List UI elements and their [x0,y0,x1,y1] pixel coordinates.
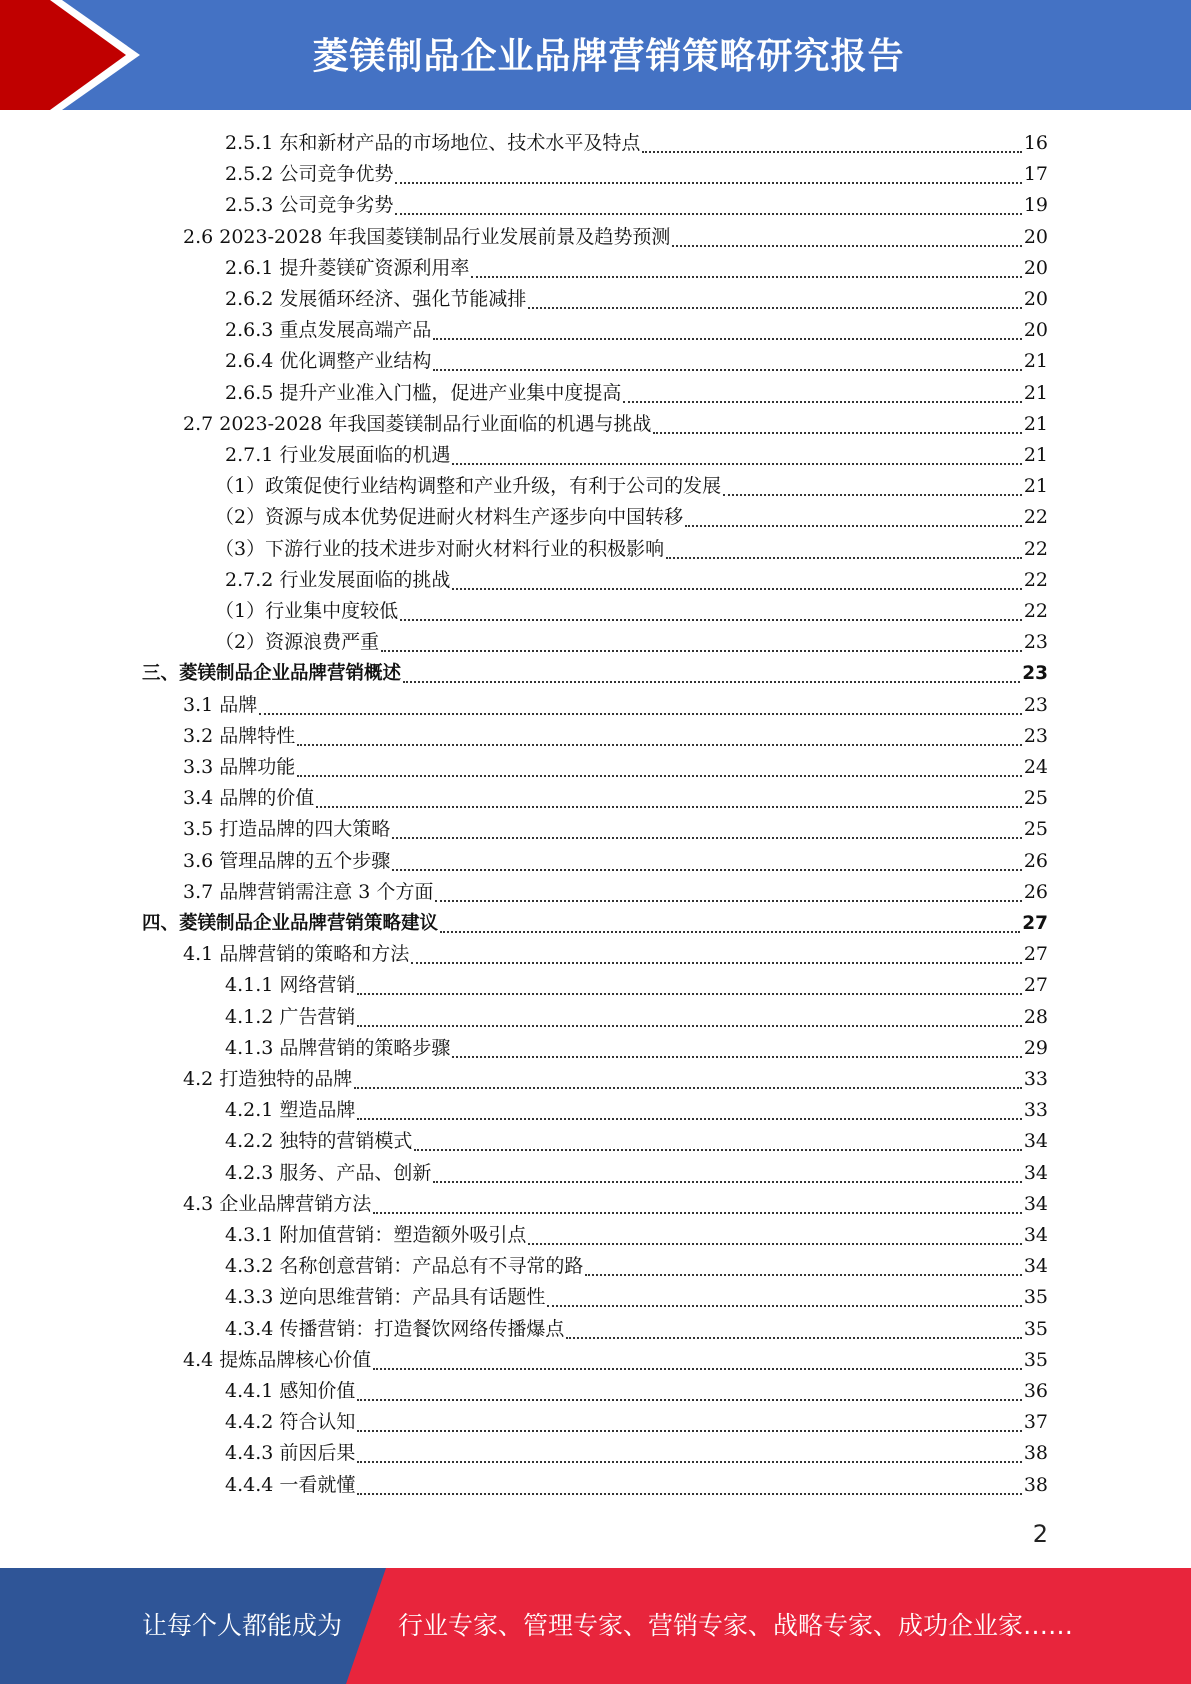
toc-dot-leader [392,869,1022,871]
toc-entry-title: 3.4 品牌的价值 [183,787,315,809]
toc-entry[interactable] [225,1376,1048,1407]
toc-entry-title: 3.5 打造品牌的四大策略 [183,818,391,840]
toc-entry-title: 4.1.1 网络营销 [225,974,356,996]
toc-entry-title: 2.5.2 公司竞争优势 [225,163,394,185]
toc-entry-title: （3）下游行业的技术进步对耐火材料行业的积极影响 [215,538,665,560]
toc-entry-page: 23 [1023,694,1048,716]
toc-entry-page: 38 [1023,1442,1048,1464]
toc-entry[interactable] [183,222,1048,253]
toc-entry-page: 26 [1023,850,1048,872]
toc-entry[interactable] [183,1345,1048,1376]
toc-entry-page: 33 [1023,1068,1048,1090]
toc-entry-title: （2）资源浪费严重 [215,631,380,653]
toc-dot-leader [357,1493,1021,1495]
toc-entry-title: 4.2.1 塑造品牌 [225,1099,356,1121]
toc-entry-title: 2.6.3 重点发展高端产品 [225,319,432,341]
toc-entry-page: 27 [1023,974,1048,996]
toc-entry-page: 21 [1023,413,1048,435]
toc-entry-page: 17 [1023,163,1048,185]
footer-slogan-right: 行业专家、管理专家、营销专家、战略专家、成功企业家…… [398,1611,1074,1640]
toc-dot-leader [672,245,1021,247]
toc-dot-leader [723,494,1022,496]
toc-entry[interactable] [142,658,1048,689]
toc-entry[interactable] [225,1314,1048,1345]
toc-entry-title: 4.4.2 符合认知 [225,1411,356,1433]
toc-entry[interactable] [183,409,1048,440]
toc-entry-page: 20 [1023,288,1048,310]
toc-entry-title: 2.5.1 东和新材产品的市场地位、技术水平及特点 [225,132,641,154]
page-number: 2 [1032,1520,1048,1548]
toc-entry-title: （2）资源与成本优势促进耐火材料生产逐步向中国转移 [215,506,684,528]
toc-entry-title: 2.7.2 行业发展面临的挑战 [225,569,451,591]
header-bar [0,0,1191,110]
toc-dot-leader [297,744,1022,746]
report-title: 菱镁制品企业品牌营销策略研究报告 [312,35,905,77]
toc-dot-leader [585,1274,1021,1276]
toc-dot-leader [440,931,1020,933]
toc-entry-title: 2.7 2023-2028 年我国菱镁制品行业面临的机遇与挑战 [183,413,652,435]
toc-entry-page: 36 [1023,1380,1048,1402]
toc-dot-leader [395,182,1021,184]
toc-entry[interactable] [225,1220,1048,1251]
toc-entry-title: 4.1.3 品牌营销的策略步骤 [225,1037,451,1059]
toc-entry-page: 35 [1023,1349,1048,1371]
toc-dot-leader [435,900,1021,902]
toc-entry-page: 20 [1023,319,1048,341]
toc-entry[interactable] [225,1251,1048,1282]
toc-entry[interactable] [225,1158,1048,1189]
toc-entry[interactable] [225,128,1048,159]
toc-entry-title: （1）行业集中度较低 [215,600,399,622]
toc-dot-leader [403,681,1020,683]
toc-entry-title: 4.3.1 附加值营销：塑造额外吸引点 [225,1224,527,1246]
toc-dot-leader [357,1399,1021,1401]
toc-entry[interactable] [225,378,1048,409]
toc-entry[interactable] [183,783,1048,814]
toc-entry[interactable] [183,1064,1048,1095]
toc-entry[interactable] [225,315,1048,346]
toc-dot-leader [528,1243,1021,1245]
toc-entry-page: 28 [1023,1006,1048,1028]
toc-entry-title: 四、菱镁制品企业品牌营销策略建议 [142,913,439,934]
toc-dot-leader [433,1181,1021,1183]
toc-entry[interactable] [225,1282,1048,1313]
toc-entry[interactable] [183,877,1048,908]
toc-entry-page: 27 [1022,913,1048,934]
toc-entry-title: 2.6.4 优化调整产业结构 [225,350,432,372]
toc-dot-leader [566,1337,1021,1339]
toc-dot-leader [471,276,1021,278]
toc-entry[interactable] [225,1095,1048,1126]
toc-entry[interactable] [225,346,1048,377]
toc-entry[interactable] [183,846,1048,877]
toc-entry[interactable] [183,814,1048,845]
toc-entry-page: 21 [1023,382,1048,404]
toc-dot-leader [357,1025,1021,1027]
toc-entry[interactable] [225,1033,1048,1064]
toc-dot-leader [297,775,1022,777]
toc-entry-page: 27 [1023,943,1048,965]
toc-entry-page: 22 [1023,506,1048,528]
toc-dot-leader [547,1305,1021,1307]
toc-entry-page: 34 [1023,1193,1048,1215]
toc-dot-leader [400,619,1022,621]
toc-entry-title: 4.4 提炼品牌核心价值 [183,1349,372,1371]
toc-entry-page: 34 [1023,1224,1048,1246]
toc-entry-page: 20 [1023,226,1048,248]
toc-entry-title: 2.6 2023-2028 年我国菱镁制品行业发展前景及趋势预测 [183,226,671,248]
toc-entry-title: 4.4.4 一看就懂 [225,1474,356,1496]
toc-entry-page: 20 [1023,257,1048,279]
toc-entry-title: 3.3 品牌功能 [183,756,296,778]
toc-dot-leader [381,650,1022,652]
toc-entry-page: 23 [1023,725,1048,747]
toc-entry-title: 2.6.5 提升产业准入门槛，促进产业集中度提高 [225,382,622,404]
toc-entry-page: 29 [1023,1037,1048,1059]
toc-dot-leader [392,837,1022,839]
toc-entry-page: 22 [1023,538,1048,560]
toc-entry-page: 25 [1023,818,1048,840]
toc-entry-page: 19 [1023,194,1048,216]
toc-entry-title: 4.3.2 名称创意营销：产品总有不寻常的路 [225,1255,584,1277]
footer-banner [0,1568,1191,1684]
toc-entry[interactable] [225,1126,1048,1157]
toc-entry[interactable] [225,1438,1048,1469]
toc-entry-title: 3.7 品牌营销需注意 3 个方面 [183,881,434,903]
toc-entry-title: 4.4.1 感知价值 [225,1380,356,1402]
toc-entry-page: 34 [1023,1130,1048,1152]
toc-entry[interactable] [225,284,1048,315]
toc-entry[interactable] [215,627,1048,658]
toc-entry-page: 38 [1023,1474,1048,1496]
toc-entry-title: 2.6.2 发展循环经济、强化节能减排 [225,288,527,310]
toc-entry-title: 2.7.1 行业发展面临的机遇 [225,444,451,466]
toc-entry-page: 37 [1023,1411,1048,1433]
toc-entry-title: 4.3 企业品牌营销方法 [183,1193,372,1215]
toc-entry-title: 4.3.3 逆向思维营销：产品具有话题性 [225,1286,546,1308]
toc-entry[interactable] [225,440,1048,471]
toc-dot-leader [433,369,1021,371]
toc-entry-title: 4.2 打造独特的品牌 [183,1068,353,1090]
toc-entry[interactable] [183,1189,1048,1220]
toc-entry[interactable] [215,502,1048,533]
toc-entry-title: 三、菱镁制品企业品牌营销概述 [142,663,402,684]
toc-entry[interactable] [215,596,1048,627]
toc-entry[interactable] [225,253,1048,284]
toc-entry[interactable] [215,471,1048,502]
toc-dot-leader [411,962,1022,964]
toc-entry-page: 21 [1023,444,1048,466]
toc-dot-leader [414,1149,1021,1151]
toc-entry-title: 2.6.1 提升菱镁矿资源利用率 [225,257,470,279]
toc-dot-leader [259,713,1022,715]
toc-dot-leader [357,993,1021,995]
toc-entry-title: 4.1 品牌营销的策略和方法 [183,943,410,965]
toc-entry-title: 4.2.3 服务、产品、创新 [225,1162,432,1184]
toc-dot-leader [653,432,1021,434]
toc-entry[interactable] [225,565,1048,596]
toc-dot-leader [452,463,1021,465]
toc-dot-leader [433,338,1021,340]
toc-entry-title: 2.5.3 公司竞争劣势 [225,194,394,216]
toc-entry[interactable] [225,1002,1048,1033]
toc-entry[interactable] [225,159,1048,190]
toc-dot-leader [316,806,1022,808]
toc-dot-leader [357,1118,1021,1120]
toc-dot-leader [395,213,1021,215]
toc-entry-title: 3.2 品牌特性 [183,725,296,747]
toc-entry[interactable] [183,939,1048,970]
toc-entry[interactable] [225,190,1048,221]
toc-entry-page: 25 [1023,787,1048,809]
toc-dot-leader [623,401,1021,403]
toc-dot-leader [354,1087,1022,1089]
toc-entry[interactable] [225,1407,1048,1438]
toc-dot-leader [373,1212,1022,1214]
toc-entry-title: 4.4.3 前因后果 [225,1442,356,1464]
toc-entry-title: 3.1 品牌 [183,694,258,716]
toc-entry-page: 33 [1023,1099,1048,1121]
toc-dot-leader [666,557,1022,559]
toc-dot-leader [642,151,1021,153]
toc-entry-page: 21 [1023,350,1048,372]
toc-entry-page: 34 [1023,1162,1048,1184]
toc-dot-leader [357,1461,1021,1463]
toc-entry[interactable] [215,534,1048,565]
toc-entry[interactable] [225,1470,1048,1501]
toc-entry[interactable] [225,970,1048,1001]
toc-entry-page: 26 [1023,881,1048,903]
toc-entry[interactable] [183,752,1048,783]
toc-entry-page: 24 [1023,756,1048,778]
toc-dot-leader [357,1430,1021,1432]
toc-entry-title: （1）政策促使行业结构调整和产业升级，有利于公司的发展 [215,475,722,497]
toc-entry-title: 4.1.2 广告营销 [225,1006,356,1028]
toc-entry-title: 4.3.4 传播营销：打造餐饮网络传播爆点 [225,1318,565,1340]
toc-entry[interactable] [183,690,1048,721]
toc-entry-page: 22 [1023,569,1048,591]
toc-entry-page: 35 [1023,1318,1048,1340]
toc-entry-page: 23 [1022,663,1048,684]
toc-dot-leader [452,1056,1021,1058]
toc-dot-leader [685,525,1022,527]
toc-entry-page: 16 [1023,132,1048,154]
toc-entry-title: 4.2.2 独特的营销模式 [225,1130,413,1152]
toc-entry-page: 21 [1023,475,1048,497]
toc-entry-page: 35 [1023,1286,1048,1308]
toc-dot-leader [452,588,1021,590]
toc-entry-page: 22 [1023,600,1048,622]
toc-dot-leader [373,1368,1022,1370]
toc-dot-leader [528,307,1021,309]
toc-entry-page: 34 [1023,1255,1048,1277]
toc-entry-title: 3.6 管理品牌的五个步骤 [183,850,391,872]
toc-entry[interactable] [183,721,1048,752]
footer-slogan-left: 让每个人都能成为 [142,1611,343,1640]
toc-entry[interactable] [142,908,1048,939]
toc-entry-page: 23 [1023,631,1048,653]
